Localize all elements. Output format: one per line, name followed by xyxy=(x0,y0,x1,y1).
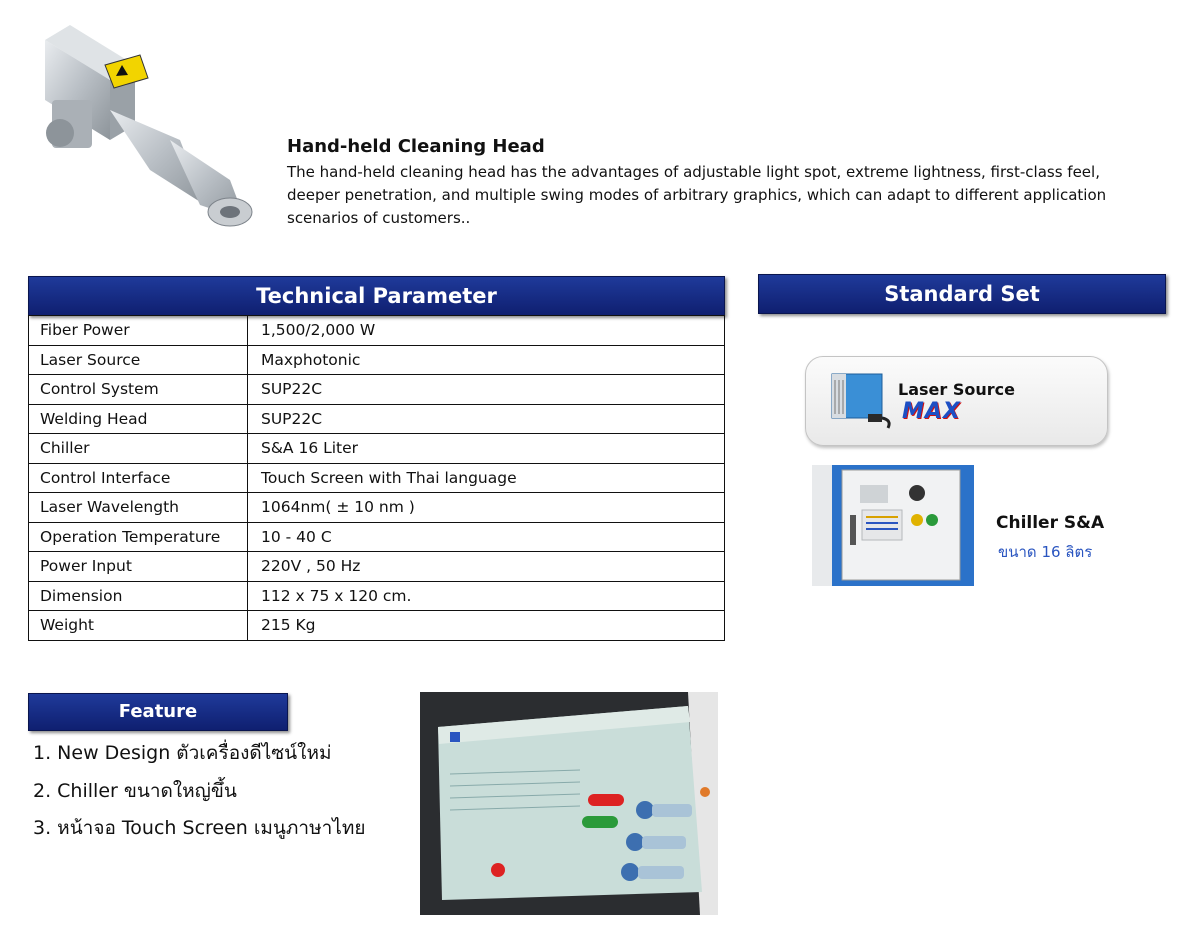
parameter-value: 1064nm( ± 10 nm ) xyxy=(248,493,725,523)
max-logo: MAX xyxy=(902,399,961,424)
laser-source-label: Laser Source xyxy=(898,380,1015,399)
feature-header: Feature xyxy=(28,693,288,731)
feature-item: 1. New Design ตัวเครื่องดีไซน์ใหม่ xyxy=(33,742,332,764)
standard-set-header: Standard Set xyxy=(758,274,1166,314)
parameter-value: S&A 16 Liter xyxy=(248,434,725,464)
chiller-size: ขนาด 16 ลิตร xyxy=(998,543,1093,561)
parameter-name: Laser Wavelength xyxy=(29,493,248,523)
feature-item: 2. Chiller ขนาดใหญ่ขึ้น xyxy=(33,779,237,802)
table-row xyxy=(29,611,725,641)
parameter-name: Chiller xyxy=(29,434,248,464)
table-row xyxy=(29,375,725,405)
table-row xyxy=(29,463,725,493)
table-row xyxy=(29,552,725,582)
table-row xyxy=(29,522,725,552)
parameter-name: Weight xyxy=(29,611,248,641)
parameter-name: Operation Temperature xyxy=(29,522,248,552)
table-row xyxy=(29,404,725,434)
parameter-value: Maxphotonic xyxy=(248,345,725,375)
parameter-name: Fiber Power xyxy=(29,316,248,346)
parameter-value: Touch Screen with Thai language xyxy=(248,463,725,493)
chiller-image xyxy=(812,465,974,586)
parameter-value: 215 Kg xyxy=(248,611,725,641)
parameter-name: Control Interface xyxy=(29,463,248,493)
parameter-value: 10 - 40 C xyxy=(248,522,725,552)
intro-section xyxy=(287,136,1127,230)
parameter-value: 112 x 75 x 120 cm. xyxy=(248,581,725,611)
parameter-name: Dimension xyxy=(29,581,248,611)
touch-screen-photo xyxy=(420,692,718,915)
intro-title: Hand-held Cleaning Head xyxy=(287,136,545,157)
intro-body: The hand-held cleaning head has the advantages of adjustable light spot, extreme lightness, first-class feel, deeper penetration, and multiple swing modes of arbitrary graphics, which can adapt to different application scenarios of customers.. xyxy=(287,163,1107,227)
table-row xyxy=(29,581,725,611)
parameter-name: Control System xyxy=(29,375,248,405)
technical-parameter-header: Technical Parameter xyxy=(28,276,725,316)
laser-source-image xyxy=(828,370,896,430)
parameter-value: SUP22C xyxy=(248,375,725,405)
parameter-name: Power Input xyxy=(29,552,248,582)
parameter-value: 1,500/2,000 W xyxy=(248,316,725,346)
cleaning-head-image xyxy=(30,20,270,235)
chiller-name: Chiller S&A xyxy=(996,513,1105,533)
table-row xyxy=(29,493,725,523)
table-row xyxy=(29,316,725,346)
technical-parameter-table xyxy=(28,315,725,641)
table-row xyxy=(29,434,725,464)
parameter-name: Welding Head xyxy=(29,404,248,434)
feature-item: 3. หน้าจอ Touch Screen เมนูภาษาไทย xyxy=(33,817,366,839)
parameter-value: 220V , 50 Hz xyxy=(248,552,725,582)
table-row xyxy=(29,345,725,375)
parameter-name: Laser Source xyxy=(29,345,248,375)
parameter-value: SUP22C xyxy=(248,404,725,434)
feature-list xyxy=(33,738,365,851)
